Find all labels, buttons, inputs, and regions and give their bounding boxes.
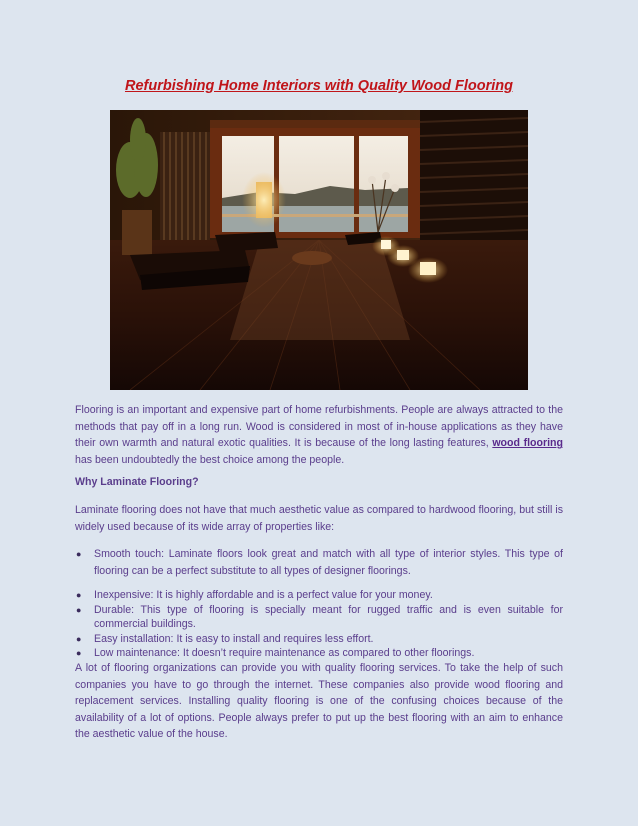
section-heading: Why Laminate Flooring?: [75, 476, 199, 488]
interior-wood-floor-photo: [110, 110, 528, 390]
bullet-icon: ●: [76, 633, 82, 644]
closing-paragraph: A lot of flooring organizations can provide you with quality flooring services. To take the help of such companies you have to go through the internet. These companies also provide wood flooring and replacement services. Installing quality flooring is one of the confusing choices because of the availability of a lot of options. People always prefer to put up the best flooring with an aim to enhance the aesthetic value of the house.: [75, 662, 563, 741]
list-item: ● Durable: This type of flooring is specially meant for rugged traffic and is even suitable for commercial buildings.: [76, 603, 563, 631]
list-item: ● Inexpensive: It is highly affordable and is a perfect value for your money.: [76, 589, 433, 601]
bullet-icon: ●: [76, 604, 82, 615]
feature-list-1: [75, 546, 563, 579]
page-title: Refurbishing Home Interiors with Quality Wood Flooring: [124, 78, 513, 94]
wood-flooring-link[interactable]: wood flooring: [492, 437, 563, 450]
bullet-icon: ●: [76, 549, 82, 559]
list-item: ● Low maintenance: It doesn’t require maintenance as compared to other floorings.: [76, 647, 475, 660]
intro-paragraph: Flooring is an important and expensive part of home refurbishments. People are always attracted to the methods that pay off in a long run. Wood is considered in most of in-house applications as they have their own warmth and natural exotic qualities. It is because of the long lasting features, wood flooring has been undoubtedly the best choice among the people.: [75, 404, 563, 466]
bullet-icon: ●: [76, 590, 82, 600]
bullet-icon: ●: [76, 648, 82, 659]
list-item: ● Smooth touch: Laminate floors look great and match with all type of interior styles. This type of flooring can be a perfect substitute to all types of designer floorings.: [76, 548, 563, 577]
laminate-paragraph: Laminate flooring does not have that much aesthetic value as compared to hardwood flooring, but still is widely used because of its wide array of properties like:: [75, 504, 563, 533]
feature-list-2: [75, 588, 563, 661]
list-item: ● Easy installation: It is easy to install and requires less effort.: [76, 632, 374, 645]
